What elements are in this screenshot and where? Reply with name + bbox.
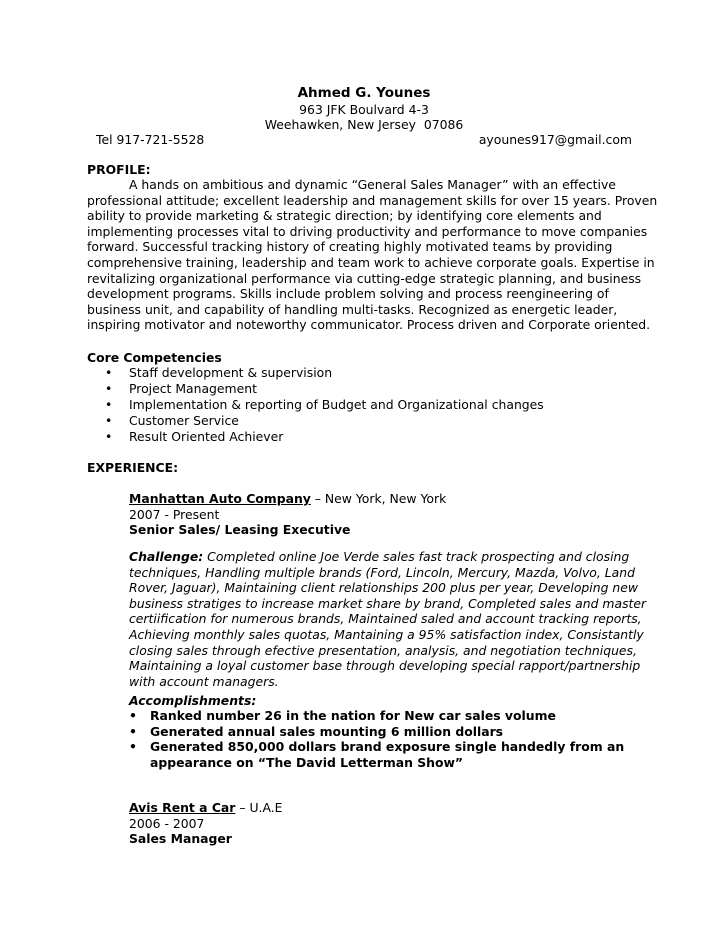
core-competencies-list xyxy=(87,365,544,444)
list-item xyxy=(87,397,544,413)
challenge-line: business stratiges to increase market share by brand, Completed sales and master xyxy=(129,595,647,611)
job-entry-avis xyxy=(129,800,283,847)
challenge-line: Maintaining a loyal customer base through developing special rapport/partnership xyxy=(129,658,641,674)
email-address: ayounes917@gmail.com xyxy=(478,132,632,147)
challenge-line: Achieving monthly sales quotas, Mantaining a 95% satisfaction index, Consistantly xyxy=(129,626,644,642)
challenge-text: Completed online Joe Verde sales fast track prospecting and closing xyxy=(203,549,630,564)
challenge-paragraph xyxy=(129,549,647,689)
challenge-label: Challenge: xyxy=(129,549,204,564)
challenge-line: techniques, Handling multiple brands (Ford, Lincoln, Mercury, Mazda, Volvo, Land xyxy=(129,564,635,580)
accomplishments-list xyxy=(129,708,629,770)
company-location: – New York, New York xyxy=(310,491,447,506)
job-company-line xyxy=(129,491,446,507)
profile-heading: PROFILE: xyxy=(87,162,151,177)
profile-line: A hands on ambitious and dynamic “General Sales Manager” with an effective xyxy=(129,177,616,192)
bullet: • xyxy=(129,739,137,755)
profile-line: comprehensive training, leadership and team work to achieve corporate goals. Expertise in xyxy=(87,254,655,270)
job-title: Senior Sales/ Leasing Executive xyxy=(129,522,351,538)
company-location: – U.A.E xyxy=(235,800,283,815)
list-item xyxy=(129,724,629,740)
address-line-1: 963 JFK Boulvard 4-3 xyxy=(299,102,429,117)
profile-line: professional attitude; excellent leadership and management skills for over 15 years. Proven xyxy=(87,192,658,208)
challenge-line: with account managers. xyxy=(129,673,279,689)
profile-line: forward. Successful tracking history of creating highly motivated teams by providing xyxy=(87,239,613,255)
job-dates: 2007 - Present xyxy=(129,506,220,522)
job-dates: 2006 - 2007 xyxy=(129,815,205,831)
bullet: • xyxy=(105,412,113,428)
list-item xyxy=(129,739,629,770)
list-item xyxy=(129,708,629,724)
accomplishment-text: Ranked number 26 in the nation for New car sales volume xyxy=(150,708,556,723)
competency-text: Customer Service xyxy=(129,412,239,428)
company-name: Manhattan Auto Company xyxy=(129,491,311,506)
list-item xyxy=(87,365,544,381)
competency-text: Result Oriented Achiever xyxy=(129,428,284,444)
job-entry-manhattan xyxy=(129,491,446,538)
accomplishments-heading: Accomplishments: xyxy=(129,693,257,708)
experience-heading: EXPERIENCE: xyxy=(87,460,179,475)
list-item xyxy=(87,413,544,429)
job-title: Sales Manager xyxy=(129,831,232,847)
bullet: • xyxy=(105,365,113,380)
challenge-line: certiification for numerous brands, Maintained saled and account tracking reports, xyxy=(129,611,642,627)
challenge-line xyxy=(129,549,629,565)
phone-number: Tel 917-721-5528 xyxy=(96,132,205,147)
bullet: • xyxy=(105,396,113,412)
core-competencies-heading: Core Competencies xyxy=(87,350,222,365)
profile-line: implementing processes vital to driving productivity and performance to move companies xyxy=(87,223,648,239)
competency-text: Implementation & reporting of Budget and Organizational changes xyxy=(129,396,544,412)
bullet: • xyxy=(105,380,113,396)
profile-line: ability to provide marketing & strategic direction; by identifying core elements and xyxy=(87,208,602,224)
bullet: • xyxy=(105,428,113,444)
profile-line: inspiring motivator and noteworthy communicator. Process driven and Corporate oriented. xyxy=(87,317,651,333)
profile-line: development programs. Skills include problem solving and process reengineering of xyxy=(87,286,609,302)
bullet: • xyxy=(129,723,137,739)
company-name: Avis Rent a Car xyxy=(129,800,236,815)
profile-paragraph xyxy=(87,177,658,333)
bullet: • xyxy=(129,708,137,723)
competency-text: Project Management xyxy=(129,380,257,396)
candidate-name: Ahmed G. Younes xyxy=(297,85,431,101)
profile-line: business unit, and capability of handling multi-tasks. Recognized as energetic leader, xyxy=(87,301,618,317)
competency-text: Staff development & supervision xyxy=(129,365,333,380)
profile-line: revitalizing organizational performance via cutting-edge strategic planning, and business xyxy=(87,270,642,286)
challenge-line: closing sales through efective presentation, analysis, and negotiation techniques, xyxy=(129,642,637,658)
list-item xyxy=(87,381,544,397)
list-item xyxy=(87,429,544,445)
challenge-line: Rover, Jaguar), Maintaining client relationships 200 plus per year, Developing new xyxy=(129,580,639,596)
address-line-2: Weehawken, New Jersey 07086 xyxy=(264,117,464,132)
accomplishment-text: Generated 850,000 dollars brand exposure single handedly from an appearance on “The David Letterman Show” xyxy=(150,739,625,770)
job-company-line xyxy=(129,800,283,816)
accomplishment-text: Generated annual sales mounting 6 million dollars xyxy=(150,723,504,739)
